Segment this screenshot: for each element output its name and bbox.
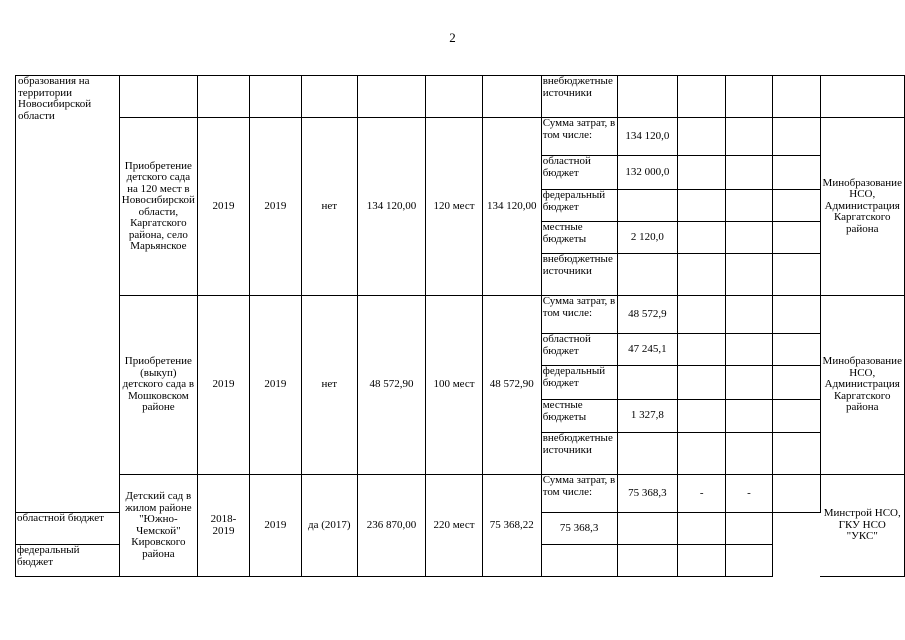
region-cell: образования на территории Новосибирской области [16, 76, 120, 513]
project-executor: Минобразование НСО, Администрация Каргатского района [820, 296, 905, 475]
source-label: местные бюджеты [541, 400, 617, 433]
source-value [541, 545, 617, 577]
source-label: областной бюджет [541, 156, 617, 190]
source-extra-1: - [678, 475, 726, 513]
project-capacity: 120 мест [426, 118, 483, 296]
source-label: Сумма затрат, в том числе: [541, 475, 617, 513]
project-executor: Минобразование НСО, Администрация Каргатского района [820, 118, 905, 296]
project-cost: 134 120,00 [357, 118, 425, 296]
source-value: 75 368,3 [541, 513, 617, 545]
project-name: Приобретение детского сада на 120 мест в Новосибирской области, Каргатского района, село Марьянское [119, 118, 197, 296]
project-name: Детский сад в жилом районе "Южно-Чемской" Кировского района [119, 475, 197, 577]
source-label: федеральный бюджет [541, 366, 617, 400]
source-label: Сумма затрат, в том числе: [541, 118, 617, 156]
project-start: 2018-2019 [197, 475, 249, 577]
page-number: 2 [449, 30, 456, 45]
source-value [617, 190, 678, 222]
source-label: Сумма затрат, в том числе: [541, 296, 617, 334]
source-label: внебюджетные источники [541, 433, 617, 475]
source-value [617, 366, 678, 400]
project-end: 2019 [249, 475, 301, 577]
project-total: 75 368,22 [482, 475, 541, 577]
table-row [16, 475, 905, 513]
project-executor: Минстрой НСО, ГКУ НСО "УКС" [820, 475, 905, 577]
project-end: 2019 [249, 296, 301, 475]
source-value: 75 368,3 [617, 475, 678, 513]
project-capacity: 100 мест [426, 296, 483, 475]
source-label: областной бюджет [541, 334, 617, 366]
project-start: 2019 [197, 296, 249, 475]
source-label: внебюджетные источники [541, 76, 617, 118]
project-total: 134 120,00 [482, 118, 541, 296]
continuation-row [16, 76, 905, 118]
source-value: 2 120,0 [617, 222, 678, 254]
project-flag: нет [301, 296, 357, 475]
project-capacity: 220 мест [426, 475, 483, 577]
table-row [16, 296, 905, 334]
program-table [15, 75, 905, 577]
table-row [16, 118, 905, 156]
project-start: 2019 [197, 118, 249, 296]
source-value: 132 000,0 [617, 156, 678, 190]
project-total: 48 572,90 [482, 296, 541, 475]
source-value: 47 245,1 [617, 334, 678, 366]
project-cost: 236 870,00 [357, 475, 425, 577]
source-value [617, 254, 678, 296]
source-label: внебюджетные источники [541, 254, 617, 296]
project-name: Приобретение (выкуп) детского сада в Мошковском районе [119, 296, 197, 475]
source-label: федеральный бюджет [16, 545, 120, 577]
project-flag: нет [301, 118, 357, 296]
source-label: областной бюджет [16, 513, 120, 545]
source-value: 1 327,8 [617, 400, 678, 433]
source-extra-2: - [726, 475, 772, 513]
project-flag: да (2017) [301, 475, 357, 577]
project-cost: 48 572,90 [357, 296, 425, 475]
source-value [617, 433, 678, 475]
source-label: федеральный бюджет [541, 190, 617, 222]
project-end: 2019 [249, 118, 301, 296]
source-value: 48 572,9 [617, 296, 678, 334]
source-label: местные бюджеты [541, 222, 617, 254]
source-value: 134 120,0 [617, 118, 678, 156]
